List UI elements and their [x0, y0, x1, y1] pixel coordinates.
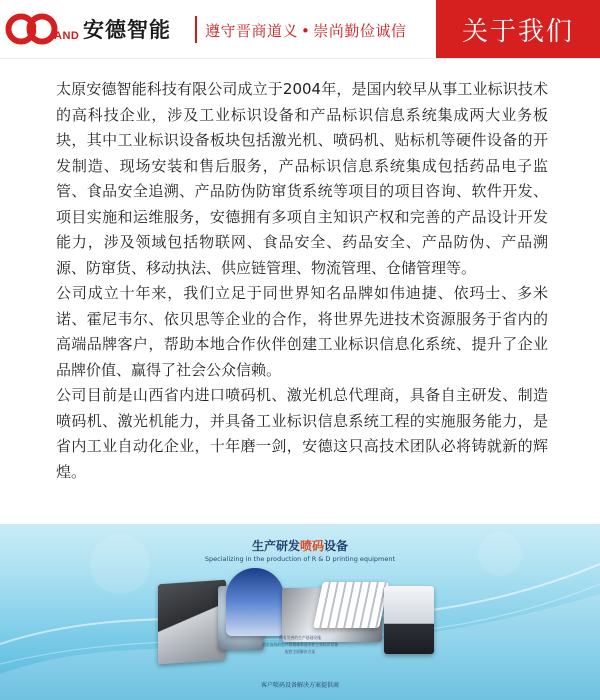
banner-caption [236, 634, 364, 655]
brand-name[interactable]: 安德智能 [83, 18, 171, 42]
slogan-right: 崇尚勤俭诚信 [313, 22, 407, 40]
banner-title-highlight: 喷码 [299, 539, 324, 553]
andy-oo-logo-icon[interactable] [4, 7, 58, 55]
site-header [0, 0, 600, 58]
product-blue-glass-photo [226, 568, 284, 636]
caption-line-3: 配套全面解决方案 [284, 649, 316, 654]
product-keyboard-photo [313, 582, 389, 628]
product-printer-photo [384, 586, 434, 654]
paragraph-intro: 太原安德智能科技有限公司成立于2004年，是国内较早从事工业标识技术的高科技企业，涉及工业标识设备和产品标识信息系统集成两大业务板块，其中工业标识设备板块包括激光机、喷码机、贴标机等硬件设备的开发制造、现场安装和售后服务，产品标识信息系统集成包括药品电子监管、食品安全追溯、产品防伪防窜货系统等项目的项目咨询、软件开发、项目实施和运维服务，安德拥有多项自主知识产权和完善的产品设计开发能力，涉及领域包括物联网、食品安全、药品安全、产品防伪、产品溯源、防窜货、移动执法、供应链管理、物流管理、仓储管理等。 [56, 80, 548, 277]
about-content [56, 77, 548, 485]
banner-title-post: 设备 [324, 539, 349, 553]
paragraph-current: 公司目前是山西省内进口喷码机、激光机总代理商，具备自主研发、制造喷码机、激光机能力，并具备工业标识信息系统工程的实施服务能力，是省内工业自动化企业，十年磨一剑，安德这只高技术团队必将铸就新的辉煌。 [56, 386, 548, 481]
product-machine-photo [158, 580, 226, 665]
header-divider [195, 16, 197, 43]
banner-bottom-text: 客户喷码设备解决方案提供商 [260, 682, 339, 689]
header-rule [0, 58, 600, 59]
logo-and-text: AND [54, 30, 80, 42]
page-title: 关于我们 [436, 0, 600, 58]
paragraph-partners: 公司成立十年来，我们立足于同世界知名品牌如伟迪捷、依玛士、多米诺、霍尼韦尔、依贝思等企业的合作，将世界先进技术资源服务于省内的高端品牌客户，帮助本地合作伙伴创建工业标识信息化系统、提升了企业品牌价值、赢得了社会公众信赖。 [56, 284, 548, 379]
banner-title-pre: 生产研发 [251, 539, 300, 553]
slogan-dot: • [301, 22, 311, 40]
product-banner[interactable] [0, 524, 600, 700]
slogan-left: 遵守晋商道义 [205, 22, 299, 40]
banner-subtitle: Specializing in the production of R & D printing equipment [204, 555, 396, 563]
caption-line-2: 稳定高效的生产管理体系及专业工业标识设备 [262, 642, 338, 647]
banner-title [0, 537, 600, 554]
header-slogan [205, 20, 406, 41]
caption-line-1: 拥有完善的生产基础设施 [279, 635, 321, 640]
